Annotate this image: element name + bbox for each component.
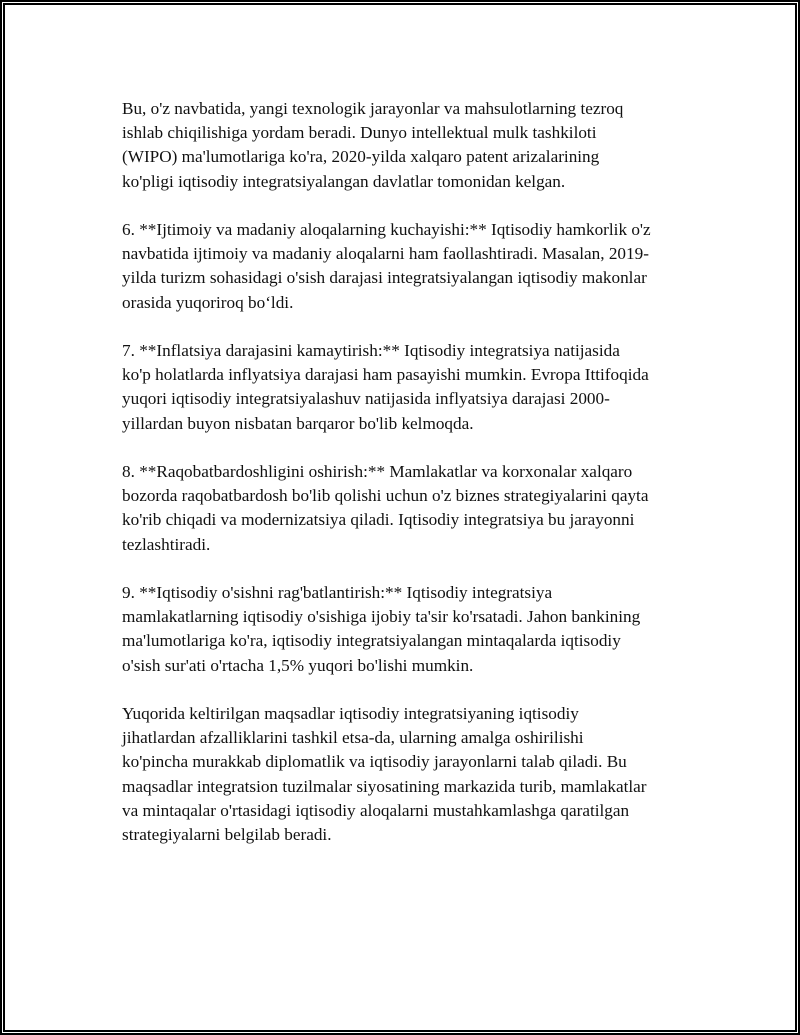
paragraph-item-9: 9. **Iqtisodiy o'sishni rag'batlantirish:** Iqtisodiy integratsiya mamlakatlarning iqtisodiy o'sishiga ijobiy ta'sir ko'rsatadi. Jahon bankining ma'lumotlariga ko'ra, iqtisodiy integratsiyalangan mintaqalarda iqtisodiy o'sish sur'ati o'rtacha 1,5% yuqori bo'lishi mumkin. (122, 583, 641, 675)
paragraph-item-8: 8. **Raqobatbardoshligini oshirish:** Mamlakatlar va korxonalar xalqaro bozorda raqobatbardosh bo'lib qolishi uchun o'z biznes strategiyalarini qayta ko'rib chiqadi va modernizatsiya qiladi. Iqtisodiy integratsiya bu jarayonni tezlashtiradi. (122, 462, 649, 554)
document-body (122, 97, 702, 847)
paragraph-item-6: 6. **Ijtimoiy va madaniy aloqalarning kuchayishi:** Iqtisodiy hamkorlik o'z navbatida ijtimoiy va madaniy aloqalarni ham faollashtiradi. Masalan, 2019- yilda turizm sohasidagi o'sish darajasi integratsiyalangan iqtisodiy makonlar orasida yuqoriroq bo‘ldi. (122, 220, 651, 312)
paragraph-conclusion: Yuqorida keltirilgan maqsadlar iqtisodiy integratsiyaning iqtisodiy jihatlardan afzalliklarini tashkil etsa-da, ularning amalga oshirilishi ko'pincha murakkab diplomatlik va iqtisodiy jarayonlarni talab qiladi. Bu maqsadlar integratsion tuzilmalar siyosatining markazida turib, mamlakatlar va mintaqalar o'rtasidagi iqtisodiy aloqalarni mustahkamlashga qaratilgan strategiyalarni belgilab beradi. (122, 704, 647, 845)
paragraph-intro: Bu, o'z navbatida, yangi texnologik jarayonlar va mahsulotlarning tezroq ishlab chiqilishiga yordam beradi. Dunyo intellektual mulk tashkiloti (WIPO) ma'lumotlariga ko'ra, 2020-yilda xalqaro patent arizalarining ko'pligi iqtisodiy integratsiyalangan davlatlar tomonidan kelgan. (122, 99, 624, 191)
paragraph-item-7: 7. **Inflatsiya darajasini kamaytirish:** Iqtisodiy integratsiya natijasida ko'p holatlarda inflyatsiya darajasi ham pasayishi mumkin. Evropa Ittifoqida yuqori iqtisodiy integratsiyalashuv natijasida inflyatsiya darajasi 2000- yillardan buyon nisbatan barqaror bo'lib kelmoqda. (122, 341, 649, 433)
